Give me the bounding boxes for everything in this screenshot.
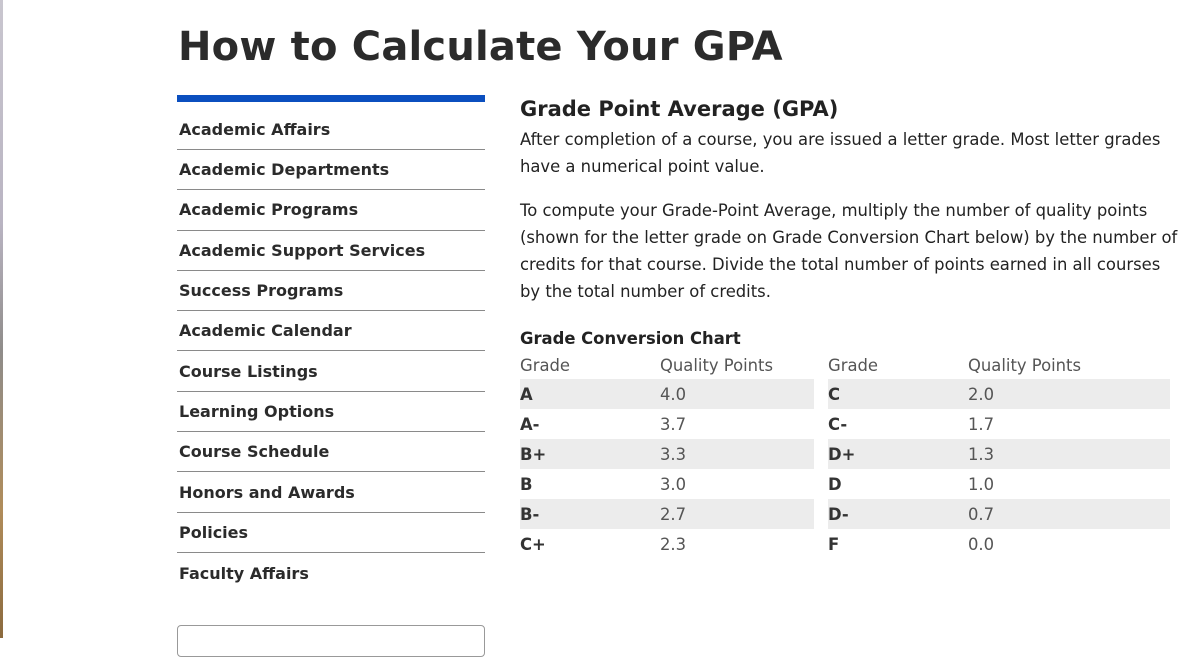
sidebar-accent-bar (177, 95, 485, 102)
column-header-grade: Grade (828, 355, 878, 375)
grade-cell: C+ (520, 534, 546, 554)
quality-points-cell: 3.0 (660, 474, 687, 494)
sidebar-item-academic-programs[interactable]: Academic Programs (177, 190, 485, 230)
sidebar-item-success-programs[interactable]: Success Programs (177, 271, 485, 311)
quality-points-cell: 1.0 (968, 474, 995, 494)
quality-points-cell: 1.7 (968, 414, 995, 434)
quality-points-cell: 0.0 (968, 534, 995, 554)
table-row (520, 409, 1170, 439)
page-title: How to Calculate Your GPA (178, 24, 783, 70)
grade-cell: C- (828, 414, 848, 434)
instructions-paragraph: To compute your Grade-Point Average, multiply the number of quality points (shown for the letter grade on Grade Conversion Chart below) by the number of credits for that course. Divide the total number of points earned in all courses by the total number of credits. (520, 201, 1178, 301)
main-content (520, 95, 1180, 559)
quality-points-cell: 0.7 (968, 499, 1170, 529)
sidebar-item-learning-options[interactable]: Learning Options (177, 392, 485, 432)
quality-points-cell: 1.3 (968, 439, 1170, 469)
grade-cell: A (520, 379, 660, 409)
grade-cell: D- (828, 499, 968, 529)
sidebar-item-course-listings[interactable]: Course Listings (177, 351, 485, 391)
intro-paragraph: After completion of a course, you are issued a letter grade. Most letter grades have a numerical point value. (520, 130, 1161, 176)
sidebar-search-box[interactable] (177, 625, 485, 657)
grade-cell: B- (520, 499, 660, 529)
sidebar-item-academic-departments[interactable]: Academic Departments (177, 150, 485, 190)
grade-cell: A- (520, 414, 540, 434)
grade-cell: C (828, 379, 968, 409)
quality-points-cell: 3.7 (660, 414, 687, 434)
table-row (520, 529, 1170, 559)
quality-points-cell: 2.7 (660, 499, 814, 529)
table-row (520, 439, 1170, 469)
chart-heading: Grade Conversion Chart (520, 329, 741, 348)
table-row (520, 499, 1170, 529)
sidebar-item-course-schedule[interactable]: Course Schedule (177, 432, 485, 472)
column-header-grade: Grade (520, 355, 570, 375)
quality-points-cell: 2.0 (968, 379, 1170, 409)
column-header-quality-points: Quality Points (968, 355, 1082, 375)
quality-points-cell: 3.3 (660, 439, 814, 469)
grade-cell: B+ (520, 439, 660, 469)
sidebar-item-academic-calendar[interactable]: Academic Calendar (177, 311, 485, 351)
sidebar-nav (177, 95, 485, 593)
sidebar-item-academic-support-services[interactable]: Academic Support Services (177, 231, 485, 271)
table-row (520, 469, 1170, 499)
grade-conversion-table (520, 351, 1170, 559)
quality-points-cell: 4.0 (660, 379, 814, 409)
grade-cell: B (520, 474, 533, 494)
sidebar-item-policies[interactable]: Policies (177, 513, 485, 553)
sidebar-list (177, 102, 485, 593)
sidebar-item-academic-affairs[interactable]: Academic Affairs (177, 102, 485, 150)
window-edge (0, 0, 3, 638)
sidebar-item-faculty-affairs[interactable]: Faculty Affairs (179, 563, 309, 583)
section-heading: Grade Point Average (GPA) (520, 97, 839, 121)
sidebar-item-honors-and-awards[interactable]: Honors and Awards (177, 472, 485, 512)
column-header-quality-points: Quality Points (660, 355, 774, 375)
table-row (520, 379, 1170, 409)
grade-cell: F (828, 534, 840, 554)
grade-cell: D (828, 474, 842, 494)
grade-cell: D+ (828, 439, 968, 469)
quality-points-cell: 2.3 (660, 534, 687, 554)
table-header-row (520, 351, 1170, 379)
